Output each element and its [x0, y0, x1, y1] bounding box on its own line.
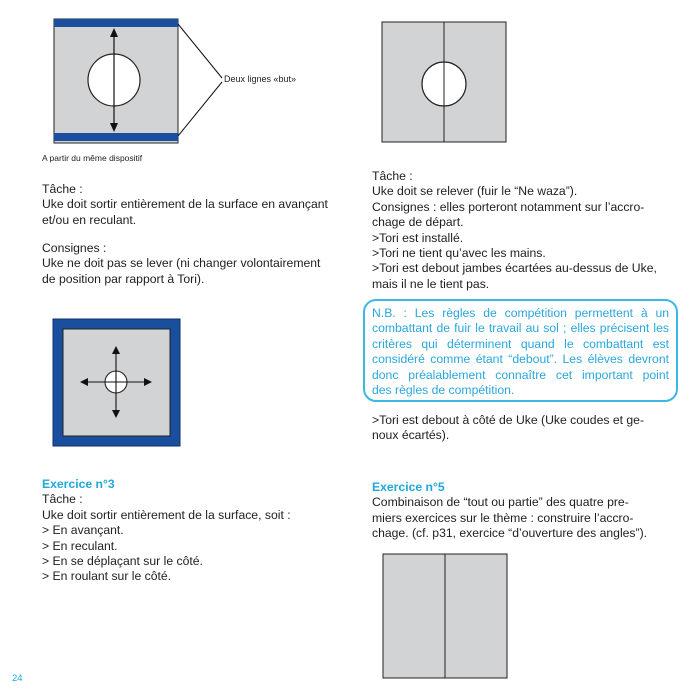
- task-line: Uke doit se relever (fuir le “Ne waza”).: [372, 184, 578, 199]
- task-heading: Tâche :: [42, 492, 83, 507]
- consignes-heading: Consignes :: [42, 241, 107, 255]
- nb-line: des règles de compétition.: [372, 383, 515, 398]
- consignes-line: chage de départ.: [372, 215, 464, 230]
- text-line: noux écartés).: [372, 428, 450, 443]
- exercise-5-section: [372, 480, 668, 542]
- left-consignes-section: [42, 241, 342, 287]
- goal-lines-label: Deux lignes «but»: [224, 74, 297, 84]
- goal-line-top: [54, 19, 178, 27]
- left-task-section: [42, 182, 342, 228]
- task-line: Uke doit sortir entièrement de la surface, soit :: [42, 507, 291, 522]
- consignes-line: Consignes : elles porteront notamment sur l’accro-: [372, 199, 645, 214]
- task-line: > En avançant.: [42, 523, 124, 538]
- task-line: et/ou en reculant.: [42, 212, 137, 227]
- page-number: 24: [12, 673, 23, 684]
- nb-line: combattant de fuir le travail au sol ; elles précisent les: [372, 321, 669, 336]
- figure-exit-directions: [52, 318, 184, 450]
- consignes-line: de position par rapport à Tori).: [42, 271, 205, 286]
- nb-line: donc préalablement connaître cet important point: [372, 367, 669, 382]
- task-line: > En roulant sur le côté.: [42, 569, 172, 584]
- task-heading: Tâche :: [42, 182, 83, 196]
- text-line: >Tori est debout à côté de Uke (Uke coudes et ge-: [372, 413, 645, 427]
- figure-split-mat: [380, 21, 510, 145]
- task-line: > En reculant.: [42, 538, 118, 553]
- exercise-title: Exercice n°5: [372, 480, 445, 494]
- nb-line: critères qui déterminent quand le combattant est: [372, 336, 669, 351]
- pointer-line: [178, 82, 222, 136]
- figure-goal-lines: [0, 0, 350, 160]
- consignes-line: Uke ne doit pas se lever (ni changer volontairement: [42, 256, 321, 271]
- consignes-line: >Tori est installé.: [372, 230, 464, 245]
- exercise-title: Exercice n°3: [42, 477, 115, 491]
- nb-line: considéré comme étant “debout”. Les élèves devront: [372, 352, 669, 367]
- text-line: chage. (cf. p31, exercice “d’ouverture des angles”).: [372, 526, 648, 541]
- figure-split-mat-bottom: [382, 553, 512, 681]
- right-after-note: [372, 413, 668, 444]
- figure-caption: A partir du même dispositif: [42, 153, 143, 163]
- text-line: Combinaison de “tout ou partie” des quatre pre-: [372, 495, 629, 510]
- nb-line: N.B. : Les règles de compétition permettent à un: [372, 306, 669, 320]
- exercise-3-section: [42, 477, 342, 585]
- task-line: Uke doit sortir entièrement de la surface en avançant: [42, 197, 328, 212]
- text-line: miers exercices sur le thème : construire l’accro-: [372, 510, 634, 525]
- consignes-line: mais il ne le tient pas.: [372, 276, 490, 291]
- right-task-section: [372, 169, 668, 292]
- task-heading: Tâche :: [372, 169, 413, 183]
- consignes-line: >Tori est debout jambes écartées au-dessus de Uke,: [372, 261, 657, 276]
- consignes-line: >Tori ne tient qu’avec les mains.: [372, 246, 546, 261]
- pointer-line: [178, 24, 222, 78]
- goal-line-bottom: [54, 133, 178, 141]
- nb-note-box: [363, 299, 678, 402]
- task-line: > En se déplaçant sur le côté.: [42, 554, 203, 569]
